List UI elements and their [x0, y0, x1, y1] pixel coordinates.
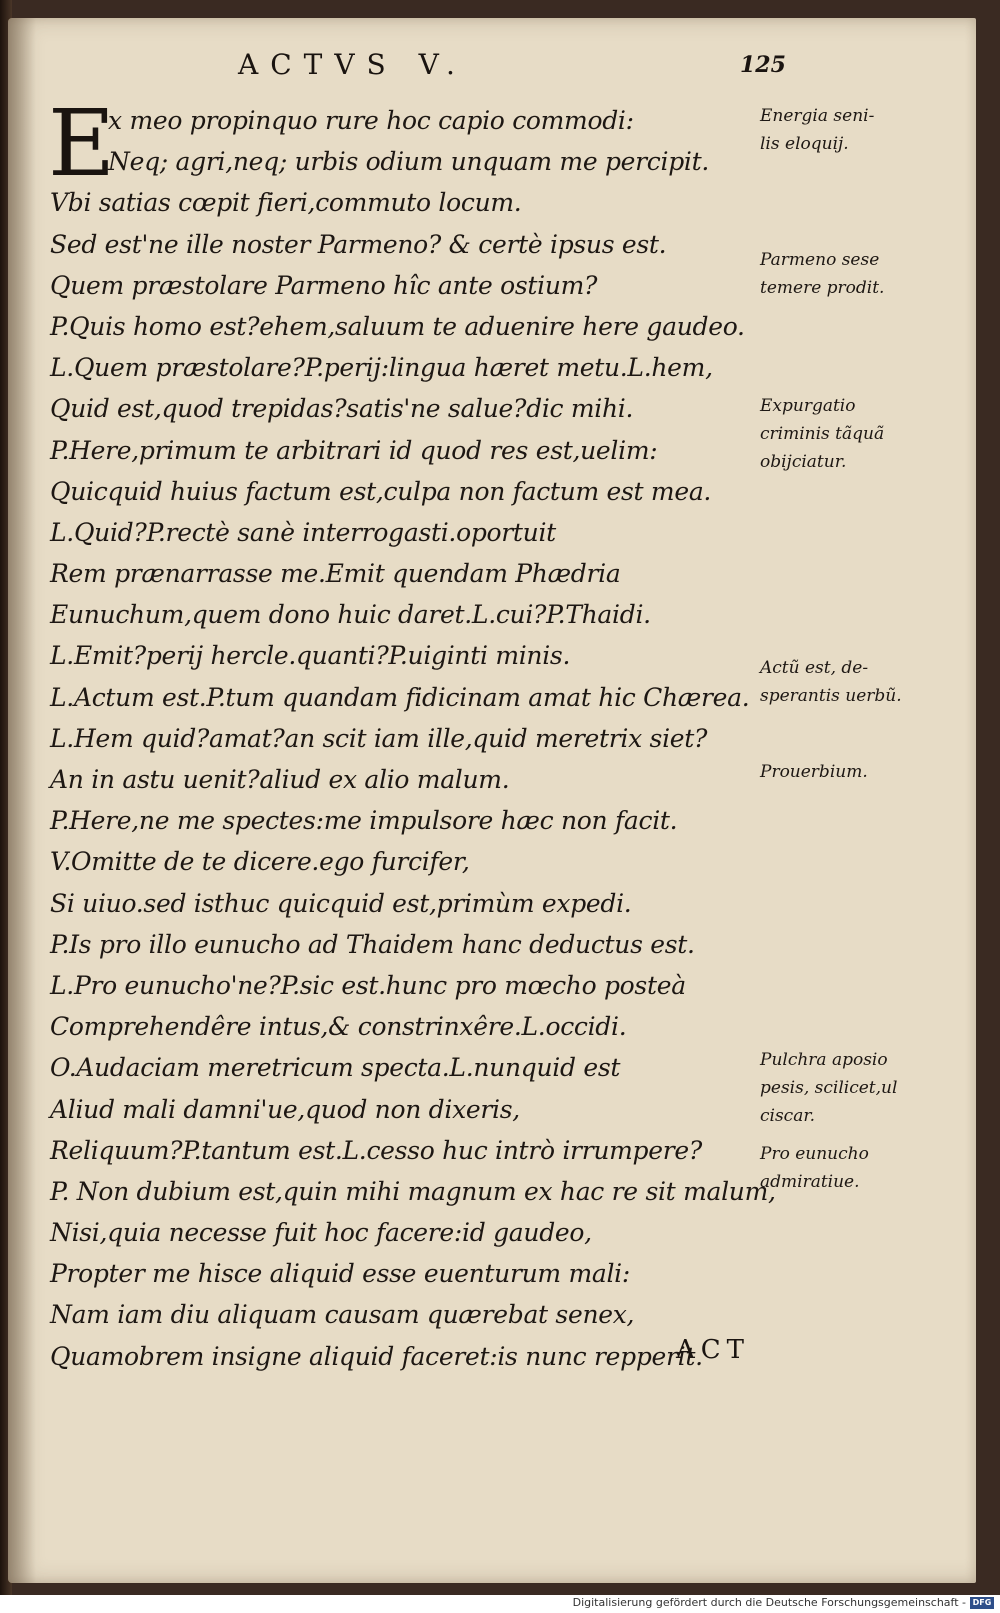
margin-note: Energia seni- lis eloquij.	[760, 106, 875, 154]
verse-line: O.Audaciam meretricum specta.L.nunquid est	[50, 1053, 621, 1083]
margin-note: Pro eunucho admiratiue.	[760, 1144, 869, 1192]
verse-line: L.Actum est.P.tum quandam fidicinam amat hic Chærea.	[50, 682, 750, 712]
verse-line: Reliquum?P.tantum est.L.cesso huc intrò irrumpere?	[50, 1135, 702, 1165]
verse-line: P.Here,primum te arbitrari id quod res est,uelim:	[50, 435, 658, 465]
verse-line: Quid est,quod trepidas?satis'ne salue?dic mihi.	[50, 394, 634, 424]
verse-line: Aliud mali damni'ue,quod non dixeris,	[50, 1094, 520, 1124]
verse-line: Sed est'ne ille noster Parmeno? & certè ipsus est.	[50, 229, 667, 259]
verse-line: P.Quis homo est?ehem,saluum te aduenire here gaudeo.	[50, 311, 745, 341]
verse-line: L.Quid?P.rectè sanè interrogasti.oportuit	[50, 517, 556, 547]
verse-block	[48, 90, 780, 1377]
funding-credit: Digitalisierung gefördert durch die Deutsche Forschungsgemeinschaft -	[572, 1596, 966, 1609]
running-head: ACTVS V.	[238, 48, 467, 81]
verse-line: L.Hem quid?amat?an scit iam ille,quid meretrix siet?	[50, 723, 708, 753]
decorated-initial: E	[48, 90, 116, 197]
catchword: ACT	[676, 1335, 751, 1365]
verse-line: L.Pro eunucho'ne?P.sic est.hunc pro mœcho posteà	[50, 970, 686, 1000]
verse-line: x meo propinquo rure hoc capio commodi:	[108, 106, 634, 135]
gutter-shadow	[8, 18, 36, 1583]
verse-line: P. Non dubium est,quin mihi magnum ex hac re sit malum,	[50, 1176, 776, 1206]
verse-line: L.Emit?perij hercle.quanti?P.uiginti minis.	[50, 641, 571, 671]
dfg-logo: DFG	[970, 1597, 994, 1609]
verse-line: Nisi,quia necesse fuit hoc facere:id gaudeo,	[50, 1218, 592, 1248]
verse-line: Comprehendêre intus,& constrinxêre.L.occidi.	[50, 1012, 627, 1042]
verse-line: L.Quem præstolare?P.perij:lingua hæret metu.L.hem,	[50, 353, 713, 383]
verse-line: Quamobrem insigne aliquid faceret:is nunc repperit.	[50, 1341, 703, 1371]
margin-note: Parmeno sese temere prodit.	[760, 250, 885, 298]
verse-line: Si uiuo.sed isthuc quicquid est,primùm expedi.	[50, 888, 632, 918]
verse-line: Propter me hisce aliquid esse euenturum mali:	[50, 1259, 630, 1289]
page-header	[0, 48, 1000, 92]
verse-line: An in astu uenit?aliud ex alio malum.	[50, 765, 510, 794]
footer-bar	[0, 1595, 1000, 1613]
verse-line: V.Omitte de te dicere.ego furcifer,	[50, 847, 470, 877]
verse-line: P.Here,ne me spectes:me impulsore hæc non facit.	[50, 806, 678, 836]
verse-line: Neq; agri,neq; urbis odium unquam me percipit.	[108, 147, 709, 177]
verse-line: Quem præstolare Parmeno hîc ante ostium?	[50, 270, 598, 300]
margin-note: Pulchra aposio pesis, scilicet,ul ciscar.	[760, 1050, 898, 1126]
verse-line: Nam iam diu aliquam causam quærebat senex,	[50, 1300, 635, 1330]
verse-line: Vbi satias cœpit fieri,commuto locum.	[50, 188, 522, 218]
margin-note: Expurgatio criminis tãquã obijciatur.	[760, 396, 885, 472]
margin-note: Prouerbium.	[760, 762, 868, 782]
margin-note: Actũ est, de- sperantis uerbũ.	[760, 658, 902, 706]
verse-line: Rem prænarrasse me.Emit quendam Phædria	[50, 559, 621, 589]
verse-line: Quicquid huius factum est,culpa non factum est mea.	[50, 476, 712, 506]
verse-line: Eunuchum,quem dono huic daret.L.cui?P.Thaidi.	[50, 600, 651, 630]
page-number: 125	[740, 52, 786, 78]
verse-line: P.Is pro illo eunucho ad Thaidem hanc deductus est.	[50, 929, 695, 959]
